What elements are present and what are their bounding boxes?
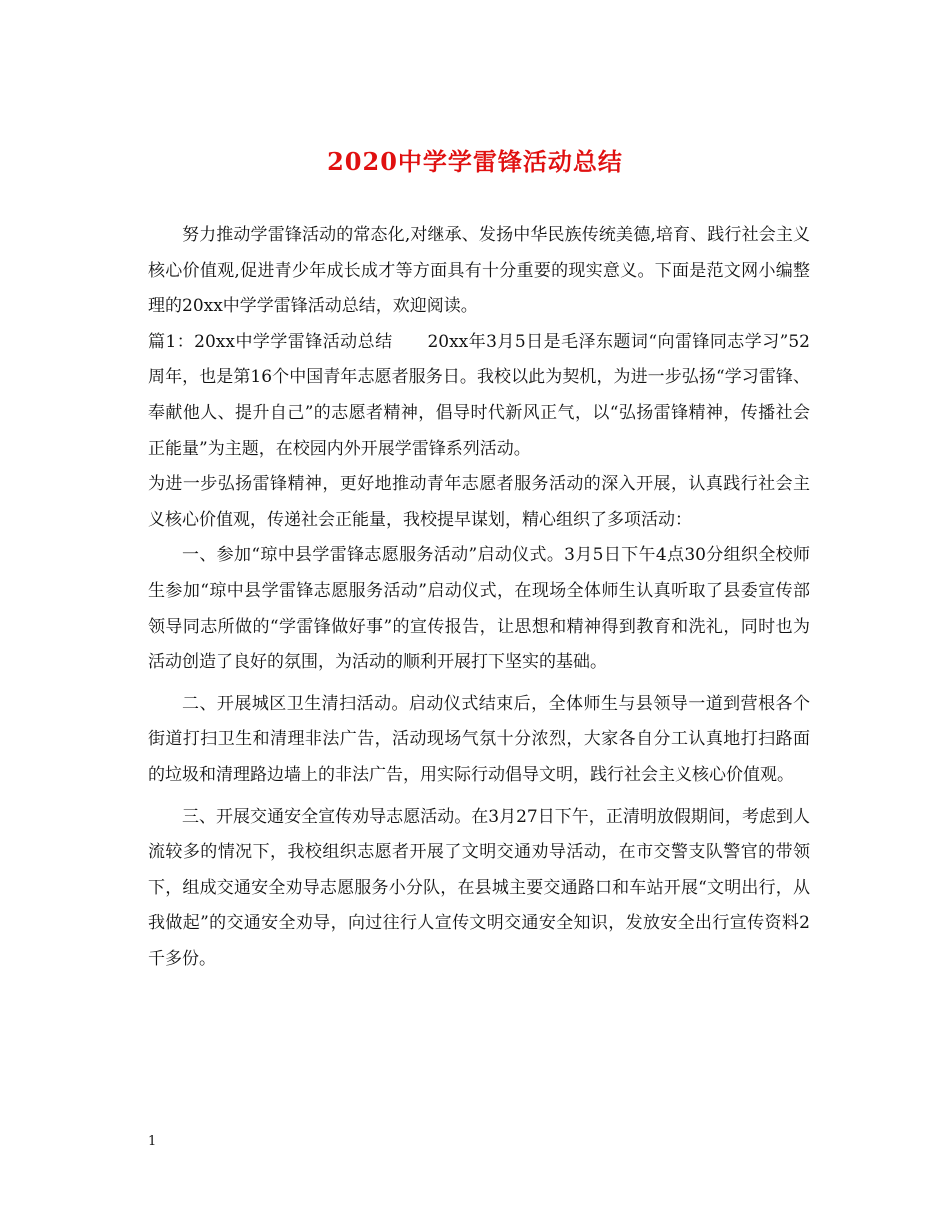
page-number: 1 xyxy=(148,1134,157,1149)
paragraph-activity-three: 三、开展交通安全宣传劝导志愿活动。在3月27日下午，正清明放假期间，考虑到人流较多的情况下，我校组织志愿者开展了文明交通劝导活动，在市交警支队警官的带领下，组成交通安全劝导志愿服务小分队，在县城主要交通路口和车站开展“文明出行，从我做起”的交通安全劝导，向过往行人宣传文明交通安全知识，发放安全出行宣传资料2千多份。 xyxy=(148,806,810,969)
paragraph-part-one: 篇1：20xx中学学雷锋活动总结 20xx年3月5日是毛泽东题词“向雷锋同志学习”52周年，也是第16个中国青年志愿者服务日。我校以此为契机，为进一步弘扬“学习雷锋、奉献他人、提升自己”的志愿者精神，倡导时代新风正气，以“弘扬雷锋精神，传播社会正能量”为主题，在校园内外开展学雷锋系列活动。 xyxy=(148,331,810,459)
paragraph-activity-one: 一、参加“琼中县学雷锋志愿服务活动”启动仪式。3月5日下午4点30分组织全校师生参加“琼中县学雷锋志愿服务活动”启动仪式，在现场全体师生认真听取了县委宣传部领导同志所做的“学雷锋做好事”的宣传报告，让思想和精神得到教育和洗礼，同时也为活动创造了良好的氛围，为活动的顺利开展打下坚实的基础。 xyxy=(148,545,810,673)
document-title: 2020中学学雷锋活动总结 xyxy=(327,147,623,176)
paragraph-intro: 努力推动学雷锋活动的常态化,对继承、发扬中华民族传统美德,培育、践行社会主义核心价值观,促进青少年成长成才等方面具有十分重要的现实意义。下面是范文网小编整理的20xx中学学雷锋活动总结，欢迎阅读。 xyxy=(148,225,810,317)
document-body xyxy=(148,218,810,977)
paragraph-activity-two: 二、开展城区卫生清扫活动。启动仪式结束后，全体师生与县领导一道到营根各个街道打扫卫生和清理非法广告，活动现场气氛十分浓烈，大家各自分工认真地打扫路面的垃圾和清理路边墙上的非法广告，用实际行动倡导文明，践行社会主义核心价值观。 xyxy=(148,693,810,785)
paragraph-purpose: 为进一步弘扬雷锋精神，更好地推动青年志愿者服务活动的深入开展，认真践行社会主义核心价值观，传递社会正能量，我校提早谋划，精心组织了多项活动： xyxy=(148,474,810,530)
